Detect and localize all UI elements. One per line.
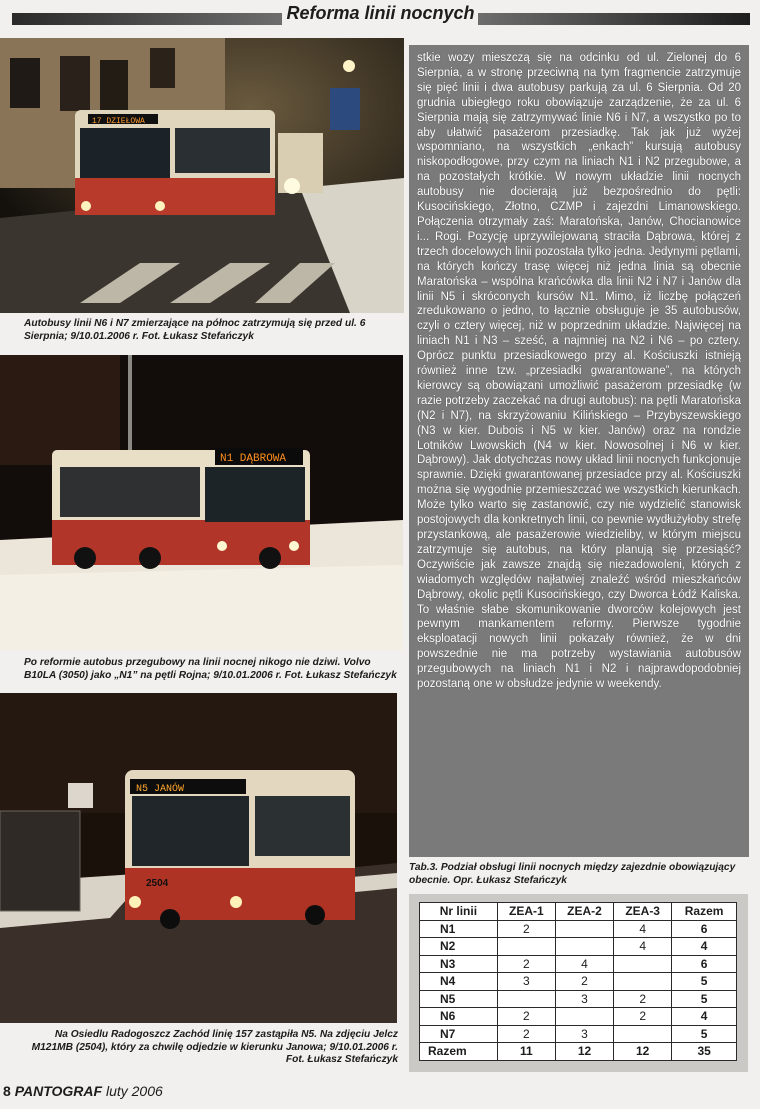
table-panel: [409, 894, 748, 1072]
col-header: ZEA-3: [614, 903, 672, 921]
cell: N3: [420, 955, 498, 973]
cell: 5: [672, 973, 737, 991]
col-header: Razem: [672, 903, 737, 921]
cell: 2: [614, 990, 672, 1008]
article-body: stkie wozy mieszczą się na odcinku od ul. Zielonej do 6 Sierpnia, a w stronę przeciwną na tym fragmencie zatrzymuje się pięć linii i dwa autobusy parkują za ul. 6 Sierpnia. Od 20 grudnia ubiegłego roku obowiązuje zarządzenie, że za ul. 6 Sierpnia mają się zatrzymywać linie N6 i N7, a wszystko po to aby ułatwić pasażerom przesiadkę. Tak jak już wyżej wspomniano, na wszystkich „enkach” kursują autobusy niskopodłogowe, przy czym na liniach N1 i N2 przegubowe, a na pozostałych krótkie. W nowym układzie linii nocnych autobusy nie docierają już bezpośrednio do pętli: Kusocińskiego, Złotno, CZMP i zajezdni Limanowskiego. Połączenia otrzymały zaś: Maratońska, Janów, Chocianowice i... Rogi. Pozycję uprzywilejowaną straciła Dąbrowa, której z trzech docelowych linii pozostała tylko jedna. Jedynymi pętlami, na których kończy trasę więcej niż jedna linia są obecnie Maratońska – wspólna krańcówka dla linii N2 i N7 i Janów dla linii N5 i skróconych kursów N1. Mimo, iż liczbę połączeń zredukowano o jedno, to łącznie obsługuje je 35 autobusów, czyli o cztery więcej, niż w poprzednim układzie. Najwięcej na liniach N1 i N3 – sześć, a najmniej na N2 i N6 – po cztery. Oprócz punktu przesiadkowego przy al. Kościuszki istnieją również inne tzw. „przesiadki gwarantowane”, na których kierowcy są obowiązani umożliwić pasażerom przesiadkę (w razie potrzeby zaczekać na drugi autobus): na pętli Maratońska (N2 i N7), na skrzyżowaniu Kilińskiego – Przybyszewskiego (N3 w kier. Dubois i N5 w kier. Janów) oraz na rondzie Lotników Lwowskich (N4 w kier. Nowosolnej i N6 w kier. Dąbrowy). Jak dotychczas nowy układ linii nocnych funkcjonuje sprawnie. Dzięki gwarantowanej przesiadce przy al. Kościuszki można się wygodnie przemieszczać we wszystkich kierunkach. Może tylko warto się zastanowić, czy nie wydzielić stanowisk postojowych dla konkretnych linii, co pewnie wydłużyłoby strefę przystankową, ale pasażerowie wiedzieliby, w którym miejscu zatrzymuje się autobus, na który planują się przesiąść? Oczywiście jak zawsze znajdą się niezadowoleni, których z wiadomych względów najłatwiej znaleźć wśród mieszkańców Dąbrowy, okolic pętli Kusocińskiego, czy Dworca Łódź Kaliska. To właśnie słabe skomunikowanie dworców kolejowych jest pewnym mankamentem reformy. Pierwsze tygodnie eksploatacji nowych linii pokazały również, że w dni powszednie nie ma potrzeby wystawiania autobusów przegubowych na liniach N1 i N2 i najprawdopodobniej pozostaną one w obsłudze jedynie w weekendy.: [417, 52, 741, 691]
cell: N5: [420, 990, 498, 1008]
header-rule-right: [478, 13, 750, 25]
cell: Razem: [420, 1043, 498, 1061]
cell: N6: [420, 1008, 498, 1026]
bus-number-3: 2504: [146, 878, 169, 889]
cell: 2: [614, 1008, 672, 1026]
page-footer: [3, 1083, 163, 1099]
bus-sign-1: 17 DZIEŁOWA: [92, 117, 145, 126]
bus-sign-2: N1 DĄBROWA: [220, 453, 287, 465]
col-header: ZEA-2: [555, 903, 613, 921]
issue-date: luty 2006: [105, 1083, 163, 1099]
cell: N1: [420, 920, 498, 938]
cell: 12: [555, 1043, 613, 1061]
cell: 12: [614, 1043, 672, 1061]
col-header: ZEA-1: [497, 903, 555, 921]
cell: 2: [497, 955, 555, 973]
table-row: [420, 1025, 737, 1043]
cell: 4: [672, 1008, 737, 1026]
table-row: [420, 973, 737, 991]
cell: 4: [614, 920, 672, 938]
cell: 3: [555, 990, 613, 1008]
cell: 3: [555, 1025, 613, 1043]
cell: 4: [614, 938, 672, 956]
table-total-row: [420, 1043, 737, 1061]
table-row: [420, 990, 737, 1008]
cell: 2: [497, 1008, 555, 1026]
table-row: [420, 955, 737, 973]
cell: 5: [672, 1025, 737, 1043]
magazine-name: PANTOGRAF: [14, 1083, 103, 1099]
cell: N4: [420, 973, 498, 991]
photo-buses-n6-n7: [0, 38, 404, 313]
cell: 3: [497, 973, 555, 991]
article-text-box: [409, 45, 749, 857]
cell: 6: [672, 920, 737, 938]
cell: [497, 990, 555, 1008]
cell: [614, 973, 672, 991]
cell: N2: [420, 938, 498, 956]
table-row: [420, 1008, 737, 1026]
page-title: Reforma linii nocnych: [286, 3, 475, 23]
photo-caption-1: Autobusy linii N6 i N7 zmierzające na północ zatrzymują się przed ul. 6 Sierpnia; 9/10.01.2006 r. Fot. Łukasz Stefańczyk: [24, 318, 366, 342]
cell: 2: [555, 973, 613, 991]
cell: 4: [555, 955, 613, 973]
night-lines-table: [419, 902, 737, 1061]
photo-bus-n1-rojna: [0, 355, 403, 650]
cell: 4: [672, 938, 737, 956]
table-row: [420, 920, 737, 938]
cell: N7: [420, 1025, 498, 1043]
cell: [614, 1025, 672, 1043]
photo-caption-2: Po reformie autobus przegubowy na linii nocnej nikogo nie dziwi. Volvo B10LA (3050) jako „N1” na pętli Rojna; 9/10.01.2006 r. Fot. Łukasz Stefańczyk: [24, 657, 397, 681]
header-rule-left: [12, 13, 282, 25]
cell: 6: [672, 955, 737, 973]
page-number: 8: [3, 1083, 11, 1099]
cell: 2: [497, 1025, 555, 1043]
table-caption: Tab.3. Podział obsługi linii nocnych między zajezdnie obowiązujący obecnie. Opr. Łukasz Stefańczyk: [409, 862, 736, 886]
cell: [555, 1008, 613, 1026]
cell: [555, 920, 613, 938]
photo-caption-3: Na Osiedlu Radogoszcz Zachód linię 157 zastąpiła N5. Na zdjęciu Jelcz M121MB (2504), który za chwilę odjedzie w kierunku Janowa; 9/10.01.2006 r. Fot. Łukasz Stefańczyk: [31, 1029, 398, 1065]
cell: 35: [672, 1043, 737, 1061]
cell: 11: [497, 1043, 555, 1061]
cell: 2: [497, 920, 555, 938]
cell: [555, 938, 613, 956]
table-row: [420, 938, 737, 956]
bus-sign-3: N5 JANÓW: [136, 784, 185, 795]
col-header: Nr linii: [420, 903, 498, 921]
table-header-row: [420, 903, 737, 921]
cell: [497, 938, 555, 956]
cell: 5: [672, 990, 737, 1008]
cell: [614, 955, 672, 973]
photo-bus-n5-radogoszcz: [0, 693, 397, 1023]
